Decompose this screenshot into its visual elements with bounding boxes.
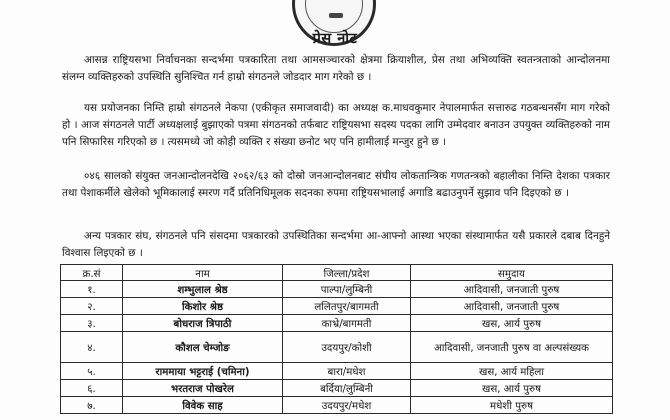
- district-cell: काभ्रे/बागमती: [283, 315, 411, 332]
- table-row: [61, 315, 613, 332]
- serial-cell: ७.: [61, 397, 123, 414]
- name-cell: बोधराज त्रिपाठी: [123, 315, 283, 332]
- name-cell: किशोर श्रेष्ठ: [123, 298, 283, 315]
- table-row: [61, 298, 613, 315]
- table-row: [61, 363, 613, 380]
- column-header-district: जिल्ला/प्रदेश: [283, 265, 411, 281]
- paragraph-3-text: ०४६ सालको संयुक्त जनआन्दोलनदेखि २०६२/६३ को दोस्रो जनआन्दोलनबाट संघीय लोकतान्त्रिक गणतन्त्रको बहालीका निम्ति देशका पत्रकार तथा पेशाकर्मीले खेलेको भूमिकालाई स्मरण गर्दै प्रतिनिधिमूलक सदनका रुपमा राष्ट्रियसभालाई अगाडि बढाउनुपर्ने सुझाव पनि दिइएको छ ।: [62, 170, 610, 199]
- name-cell: भरतराज पोखरेल: [123, 380, 283, 397]
- community-cell: आदिवासी, जनजाती पुरुष: [411, 281, 613, 298]
- table-row: [61, 281, 613, 298]
- page-title: प्रेस नोट: [312, 31, 358, 47]
- district-cell: पाल्पा/लुम्बिनी: [283, 281, 411, 298]
- name-cell: राममाया भट्टराई (चमिना): [123, 363, 283, 380]
- serial-cell: ६.: [61, 380, 123, 397]
- community-cell: खस, आर्य पुरुष: [411, 380, 613, 397]
- serial-cell: ३.: [61, 315, 123, 332]
- community-cell: आदिवासी, जनजाती पुरुष वा अल्पसंख्यक: [411, 332, 613, 363]
- district-cell: बर्दिया/लुम्बिनी: [283, 380, 411, 397]
- district-cell: उदयपुर/कोशी: [283, 332, 411, 363]
- table-row: [61, 397, 613, 414]
- community-cell: मधेशी पुरुष: [411, 397, 613, 414]
- serial-cell: १.: [61, 281, 123, 298]
- table-header-row: [61, 265, 613, 281]
- serial-cell: ५.: [61, 363, 123, 380]
- district-cell: बारा/मधेश: [283, 363, 411, 380]
- community-cell: खस, आर्य महिला: [411, 363, 613, 380]
- column-header-serial: क्र.सं: [61, 265, 123, 281]
- candidate-table: [60, 264, 613, 414]
- table-row: [61, 332, 613, 363]
- column-header-name: नाम: [123, 265, 283, 281]
- community-cell: खस, आर्य पुरुष: [411, 315, 613, 332]
- column-header-community: समुदाय: [411, 265, 613, 281]
- paragraph-4-text: अन्य पत्रकार संघ, संगठनले पनि संसदमा पत्रकारको उपस्थितिका सन्दर्भमा आ-आफ्नो आस्था भएका संस्थामार्फत यसै प्रकारले दबाब दिनहुने विश्वास लिइएको छ ।: [62, 230, 610, 259]
- paragraph-1: [62, 52, 610, 86]
- name-cell: शम्भुलाल श्रेष्ठ: [123, 281, 283, 298]
- district-cell: उदयपुर/मधेश: [283, 397, 411, 414]
- paragraph-3: [62, 168, 610, 202]
- community-cell: आदिवासी, जनजाती पुरुष: [411, 298, 613, 315]
- paragraph-4: [62, 228, 610, 262]
- paragraph-2: [62, 100, 610, 150]
- district-cell: ललितपुर/बागमती: [283, 298, 411, 315]
- table-row: [61, 380, 613, 397]
- paragraph-1-text: आसन्न राष्ट्रियसभा निर्वाचनका सन्दर्भमा पत्रकारिता तथा आमसञ्चारको क्षेत्रमा क्रियाशील, प्रेस तथा अभिव्यक्ति स्वतन्त्रताको आन्दोलनमा संलग्न व्यक्तिहरुको उपस्थिति सुनिश्चित गर्न हाम्रो संगठनले जोडदार माग गरेको छ ।: [62, 54, 610, 83]
- paragraph-2-text: यस प्रयोजनका निम्ति हाम्रो संगठनले नेकपा (एकीकृत समाजवादी) का अध्यक्ष क.माधवकुमार नेपालमार्फत सत्तारुढ गठबन्धनसँग माग गरेको हो । आज संगठनले पार्टी अध्यक्षलाई बुझाएको पत्रमा संगठनको तर्फबाट राष्ट्रियसभा सदस्य पदका लागि उम्मेदवार बनाउन उपयुक्त व्यक्तिहरुको नाम पनि सिफारिस गरिएको छ । त्यसमध्ये जो कोही व्यक्ति र संख्या छनोट भए पनि हामीलाई मन्जुर हुने छ ।: [62, 102, 610, 148]
- name-cell: कौशल चेम्जोङ: [123, 332, 283, 363]
- name-cell: विवेक साह: [123, 397, 283, 414]
- serial-cell: २.: [61, 298, 123, 315]
- serial-cell: ४.: [61, 332, 123, 363]
